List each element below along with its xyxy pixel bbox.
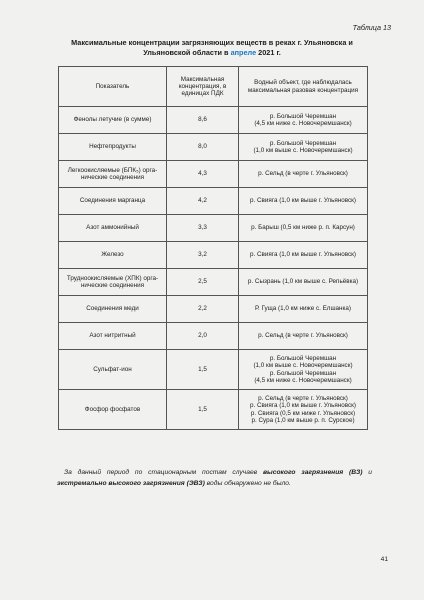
header-water-body: Водный объект, где наблюдалась максимальная разовая концентрация [239,67,368,107]
cell-max-concentration: 8,0 [167,134,239,161]
cell-indicator: Азот аммонийный [59,215,167,242]
table-row [59,390,368,430]
cell-indicator: Соединения меди [59,296,167,323]
cell-indicator: Азот нитритный [59,323,167,350]
table-body [59,107,368,430]
table-row [59,188,368,215]
cell-max-concentration: 2,0 [167,323,239,350]
table-number: Таблица 13 [352,23,391,32]
cell-indicator: Фенолы летучие (в сумме) [59,107,167,134]
cell-indicator: Железо [59,242,167,269]
cell-max-concentration: 4,2 [167,188,239,215]
cell-indicator: Соединения марганца [59,188,167,215]
cell-max-concentration: 8,6 [167,107,239,134]
cell-indicator: Легкоокисляемые (БПК₅) орга- нические соединения [59,161,167,188]
header-max-concentration: Максимальная концентрация, в единицах ПДК [167,67,239,107]
title-line-2-start: Ульяновской области в [143,48,231,57]
cell-max-concentration: 3,2 [167,242,239,269]
cell-water-body: р. Сельд (в черте г. Ульяновск) р. Свияга (1,0 км выше г. Ульяновск) р. Свияга (0,5 км ниже г. Ульяновск) р. Сура (1,0 км выше р. п. Сурское) [239,390,368,430]
cell-water-body: р. Большой Черемшан (1,0 км выше с. Новочеремшанск) р. Большой Черемшан (4,5 км ниже с. Новочеремшанск) [239,350,368,390]
table-row [59,350,368,390]
concentration-table [58,66,368,430]
table-row [59,242,368,269]
cell-max-concentration: 4,3 [167,161,239,188]
cell-indicator: Нефтепродукты [59,134,167,161]
title-line-1: Максимальные концентрации загрязняющих веществ в реках г. Ульяновска и [71,38,353,47]
cell-max-concentration: 1,5 [167,350,239,390]
note-text-2: и [362,469,372,476]
cell-water-body: р. Сельд (в черте г. Ульяновск) [239,161,368,188]
page-number: 41 [380,556,388,563]
table-title [56,38,368,58]
note-bold-extreme-pollution: экстремально высокого загрязнения (ЭВЗ) [57,480,205,487]
cell-water-body: р. Сызрань (1,0 км выше с. Репьёвка) [239,269,368,296]
table-row [59,296,368,323]
cell-water-body: р. Свияга (1,0 км выше г. Ульяновск) [239,188,368,215]
cell-water-body: р. Сельд (в черте г. Ульяновск) [239,323,368,350]
cell-max-concentration: 2,2 [167,296,239,323]
footnote-paragraph [57,467,372,489]
cell-water-body: р. Барыш (0,5 км ниже р. п. Карсун) [239,215,368,242]
table-row [59,107,368,134]
cell-indicator: Трудноокисляемые (ХПК) орга- нические соединения [59,269,167,296]
note-text-3: воды обнаружено не было. [204,480,291,487]
table-row [59,134,368,161]
note-text-1: За данный период по стационарным постам случаев [64,469,263,476]
cell-water-body: Р. Гуща (1,0 км ниже с. Елшанка) [239,296,368,323]
header-indicator: Показатель [59,67,167,107]
cell-max-concentration: 1,5 [167,390,239,430]
table-row [59,215,368,242]
table-row [59,161,368,188]
cell-water-body: р. Большой Черемшан (4,5 км ниже с. Новочеремшанск) [239,107,368,134]
note-bold-high-pollution: высокого загрязнения (ВЗ) [262,469,363,476]
cell-indicator: Фосфор фосфатов [59,390,167,430]
title-month: апреле [230,48,257,57]
cell-max-concentration: 2,5 [167,269,239,296]
table-header-row [59,67,368,107]
title-line-2-end: 2021 г. [256,48,281,57]
table-row [59,269,368,296]
table-row [59,323,368,350]
cell-water-body: р. Большой Черемшан (1,0 км выше с. Новочеремшанск) [239,134,368,161]
cell-max-concentration: 3,3 [167,215,239,242]
cell-indicator: Сульфат-ион [59,350,167,390]
cell-water-body: р. Свияга (1,0 км выше г. Ульяновск) [239,242,368,269]
